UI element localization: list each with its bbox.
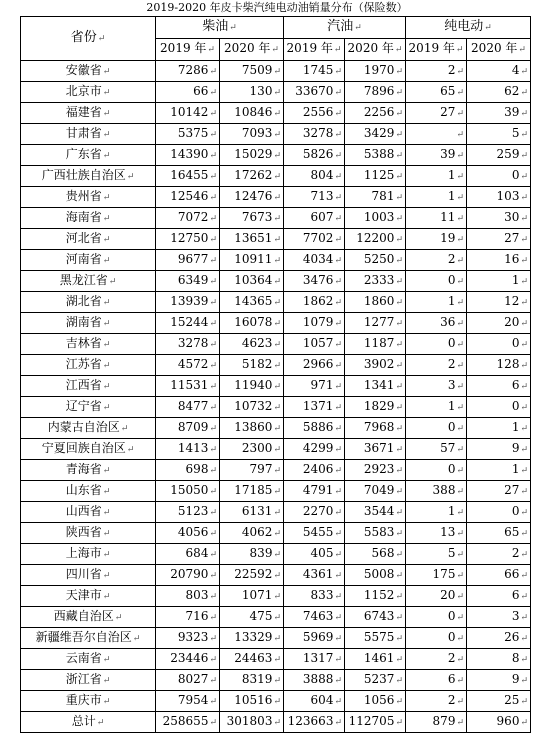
table-body xyxy=(21,61,531,733)
value-cell: 10846↵ xyxy=(220,103,284,124)
value-cell: 5237↵ xyxy=(345,670,406,691)
province-cell: 陕西省↵ xyxy=(21,523,156,544)
value-cell: 1↵ xyxy=(406,502,467,523)
value-cell: 5826↵ xyxy=(284,145,345,166)
value-cell: 7072↵ xyxy=(156,208,220,229)
value-cell: 258655↵ xyxy=(156,712,220,733)
value-cell: 26↵ xyxy=(467,628,531,649)
value-cell: 13860↵ xyxy=(220,418,284,439)
value-cell: 5182↵ xyxy=(220,355,284,376)
province-cell: 广西壮族自治区↵ xyxy=(21,166,156,187)
value-cell: 3278↵ xyxy=(284,124,345,145)
value-cell: 0↵ xyxy=(406,418,467,439)
header-year: 2020 年↵ xyxy=(467,39,531,61)
value-cell: 5388↵ xyxy=(345,145,406,166)
province-cell: 浙江省↵ xyxy=(21,670,156,691)
value-cell: 9677↵ xyxy=(156,250,220,271)
header-province: 省份↵ xyxy=(21,17,156,61)
value-cell: 6131↵ xyxy=(220,502,284,523)
value-cell: 12200↵ xyxy=(345,229,406,250)
table-row xyxy=(21,292,531,313)
value-cell: 12↵ xyxy=(467,292,531,313)
value-cell: 2333↵ xyxy=(345,271,406,292)
table-row xyxy=(21,439,531,460)
value-cell: 27↵ xyxy=(467,481,531,502)
value-cell: 3476↵ xyxy=(284,271,345,292)
value-cell: 15050↵ xyxy=(156,481,220,502)
value-cell: 5375↵ xyxy=(156,124,220,145)
value-cell: 1829↵ xyxy=(345,397,406,418)
value-cell: 4034↵ xyxy=(284,250,345,271)
value-cell: 20↵ xyxy=(467,313,531,334)
value-cell: 9323↵ xyxy=(156,628,220,649)
province-cell: 海南省↵ xyxy=(21,208,156,229)
value-cell: 4062↵ xyxy=(220,523,284,544)
value-cell: 2300↵ xyxy=(220,439,284,460)
value-cell: 388↵ xyxy=(406,481,467,502)
value-cell: 16↵ xyxy=(467,250,531,271)
header-group-electric: 纯电动↵ xyxy=(406,17,531,39)
value-cell: 11↵ xyxy=(406,208,467,229)
value-cell: 259↵ xyxy=(467,145,531,166)
value-cell: 7896↵ xyxy=(345,82,406,103)
value-cell: 103↵ xyxy=(467,187,531,208)
table-row xyxy=(21,376,531,397)
value-cell: 839↵ xyxy=(220,544,284,565)
table-row xyxy=(21,586,531,607)
value-cell: 8319↵ xyxy=(220,670,284,691)
table-row xyxy=(21,82,531,103)
value-cell: 2↵ xyxy=(406,250,467,271)
table-row xyxy=(21,670,531,691)
value-cell: 698↵ xyxy=(156,460,220,481)
province-cell: 黑龙江省↵ xyxy=(21,271,156,292)
value-cell: 7968↵ xyxy=(345,418,406,439)
value-cell: 13↵ xyxy=(406,523,467,544)
value-cell: 833↵ xyxy=(284,586,345,607)
value-cell: 12750↵ xyxy=(156,229,220,250)
value-cell: 3544↵ xyxy=(345,502,406,523)
value-cell: 6743↵ xyxy=(345,607,406,628)
table-row xyxy=(21,355,531,376)
province-cell: 北京市↵ xyxy=(21,82,156,103)
table-row xyxy=(21,628,531,649)
value-cell: 25↵ xyxy=(467,691,531,712)
value-cell: 7509↵ xyxy=(220,61,284,82)
value-cell: 2923↵ xyxy=(345,460,406,481)
header-year: 2020 年↵ xyxy=(345,39,406,61)
value-cell: 39↵ xyxy=(467,103,531,124)
value-cell: 4361↵ xyxy=(284,565,345,586)
table-row xyxy=(21,460,531,481)
value-cell: 14365↵ xyxy=(220,292,284,313)
value-cell: 1187↵ xyxy=(345,334,406,355)
value-cell: 23446↵ xyxy=(156,649,220,670)
value-cell: 20790↵ xyxy=(156,565,220,586)
province-cell: 吉林省↵ xyxy=(21,334,156,355)
value-cell: 175↵ xyxy=(406,565,467,586)
province-cell: 宁夏回族自治区↵ xyxy=(21,439,156,460)
value-cell: 19↵ xyxy=(406,229,467,250)
province-cell: 山东省↵ xyxy=(21,481,156,502)
value-cell: 5455↵ xyxy=(284,523,345,544)
value-cell: 6349↵ xyxy=(156,271,220,292)
table-row xyxy=(21,145,531,166)
value-cell: 128↵ xyxy=(467,355,531,376)
value-cell: 130↵ xyxy=(220,82,284,103)
value-cell: 1079↵ xyxy=(284,313,345,334)
value-cell: 15244↵ xyxy=(156,313,220,334)
table-row xyxy=(21,565,531,586)
value-cell: 10364↵ xyxy=(220,271,284,292)
value-cell: 0↵ xyxy=(406,460,467,481)
header-group-gasoline: 汽油↵ xyxy=(284,17,406,39)
value-cell: 16455↵ xyxy=(156,166,220,187)
value-cell: 5↵ xyxy=(467,124,531,145)
table-row xyxy=(21,712,531,733)
value-cell: 568↵ xyxy=(345,544,406,565)
value-cell: 405↵ xyxy=(284,544,345,565)
value-cell: 2556↵ xyxy=(284,103,345,124)
province-cell: 江苏省↵ xyxy=(21,355,156,376)
header-year: 2019 年↵ xyxy=(406,39,467,61)
table-title: 2019-2020 年皮卡柴汽纯电动油销量分布（保险数） xyxy=(146,1,408,14)
table-header xyxy=(21,17,531,61)
value-cell: 30↵ xyxy=(467,208,531,229)
value-cell: 475↵ xyxy=(220,607,284,628)
table-row xyxy=(21,166,531,187)
value-cell: 6↵ xyxy=(467,586,531,607)
value-cell: 0↵ xyxy=(406,271,467,292)
value-cell: 3671↵ xyxy=(345,439,406,460)
table-row xyxy=(21,313,531,334)
table-row xyxy=(21,691,531,712)
value-cell: 14390↵ xyxy=(156,145,220,166)
value-cell: 4056↵ xyxy=(156,523,220,544)
value-cell: 1125↵ xyxy=(345,166,406,187)
province-cell: 内蒙古自治区↵ xyxy=(21,418,156,439)
table-row xyxy=(21,607,531,628)
value-cell: 0↵ xyxy=(406,628,467,649)
province-cell: 新疆维吾尔自治区↵ xyxy=(21,628,156,649)
province-cell: 山西省↵ xyxy=(21,502,156,523)
value-cell: 0↵ xyxy=(467,334,531,355)
province-cell: 西藏自治区↵ xyxy=(21,607,156,628)
value-cell: 27↵ xyxy=(406,103,467,124)
value-cell: 0↵ xyxy=(467,397,531,418)
value-cell: 1↵ xyxy=(406,292,467,313)
header-year: 2019 年↵ xyxy=(284,39,345,61)
value-cell: 6↵ xyxy=(406,670,467,691)
province-cell: 上海市↵ xyxy=(21,544,156,565)
value-cell: 4791↵ xyxy=(284,481,345,502)
value-cell: 1↵ xyxy=(467,418,531,439)
province-cell: 四川省↵ xyxy=(21,565,156,586)
province-cell: 青海省↵ xyxy=(21,460,156,481)
value-cell: 3429↵ xyxy=(345,124,406,145)
value-cell: 5575↵ xyxy=(345,628,406,649)
value-cell: 5008↵ xyxy=(345,565,406,586)
value-cell: 24463↵ xyxy=(220,649,284,670)
value-cell: 12546↵ xyxy=(156,187,220,208)
province-cell: 天津市↵ xyxy=(21,586,156,607)
value-cell: 1↵ xyxy=(406,397,467,418)
table-row xyxy=(21,250,531,271)
value-cell: 20↵ xyxy=(406,586,467,607)
sales-table xyxy=(20,16,531,733)
value-cell: 62↵ xyxy=(467,82,531,103)
value-cell: 5250↵ xyxy=(345,250,406,271)
value-cell: 57↵ xyxy=(406,439,467,460)
value-cell: 10516↵ xyxy=(220,691,284,712)
value-cell: 8027↵ xyxy=(156,670,220,691)
value-cell: 7286↵ xyxy=(156,61,220,82)
value-cell: 66↵ xyxy=(467,565,531,586)
value-cell: 17185↵ xyxy=(220,481,284,502)
value-cell: 1745↵ xyxy=(284,61,345,82)
value-cell: 1071↵ xyxy=(220,586,284,607)
value-cell: 8↵ xyxy=(467,649,531,670)
value-cell: 9↵ xyxy=(467,439,531,460)
value-cell: 9↵ xyxy=(467,670,531,691)
value-cell: 971↵ xyxy=(284,376,345,397)
value-cell: 2↵ xyxy=(406,691,467,712)
value-cell: 879↵ xyxy=(406,712,467,733)
value-cell: 1277↵ xyxy=(345,313,406,334)
value-cell: 8709↵ xyxy=(156,418,220,439)
province-cell: 湖北省↵ xyxy=(21,292,156,313)
value-cell: 1152↵ xyxy=(345,586,406,607)
table-row xyxy=(21,124,531,145)
value-cell: 2406↵ xyxy=(284,460,345,481)
table-row xyxy=(21,334,531,355)
value-cell: 5↵ xyxy=(406,544,467,565)
value-cell: 1461↵ xyxy=(345,649,406,670)
value-cell: 39↵ xyxy=(406,145,467,166)
table-row xyxy=(21,271,531,292)
value-cell: 2↵ xyxy=(467,544,531,565)
value-cell: 2↵ xyxy=(406,355,467,376)
value-cell: ↵ xyxy=(406,124,467,145)
province-cell: 福建省↵ xyxy=(21,103,156,124)
table-row xyxy=(21,103,531,124)
table-row xyxy=(21,187,531,208)
value-cell: 13651↵ xyxy=(220,229,284,250)
value-cell: 1↵ xyxy=(406,187,467,208)
table-row xyxy=(21,649,531,670)
value-cell: 1970↵ xyxy=(345,61,406,82)
value-cell: 66↵ xyxy=(156,82,220,103)
value-cell: 2270↵ xyxy=(284,502,345,523)
value-cell: 3↵ xyxy=(467,607,531,628)
value-cell: 3902↵ xyxy=(345,355,406,376)
value-cell: 960↵ xyxy=(467,712,531,733)
value-cell: 803↵ xyxy=(156,586,220,607)
header-year: 2019 年↵ xyxy=(156,39,220,61)
value-cell: 1860↵ xyxy=(345,292,406,313)
value-cell: 10142↵ xyxy=(156,103,220,124)
value-cell: 33670↵ xyxy=(284,82,345,103)
value-cell: 1003↵ xyxy=(345,208,406,229)
value-cell: 1↵ xyxy=(467,271,531,292)
value-cell: 8477↵ xyxy=(156,397,220,418)
value-cell: 301803↵ xyxy=(220,712,284,733)
table-row xyxy=(21,502,531,523)
value-cell: 2↵ xyxy=(406,649,467,670)
value-cell: 5123↵ xyxy=(156,502,220,523)
value-cell: 7702↵ xyxy=(284,229,345,250)
value-cell: 7049↵ xyxy=(345,481,406,502)
value-cell: 36↵ xyxy=(406,313,467,334)
value-cell: 22592↵ xyxy=(220,565,284,586)
value-cell: 1057↵ xyxy=(284,334,345,355)
value-cell: 4623↵ xyxy=(220,334,284,355)
value-cell: 7954↵ xyxy=(156,691,220,712)
value-cell: 0↵ xyxy=(467,166,531,187)
value-cell: 797↵ xyxy=(220,460,284,481)
value-cell: 13329↵ xyxy=(220,628,284,649)
value-cell: 1413↵ xyxy=(156,439,220,460)
value-cell: 607↵ xyxy=(284,208,345,229)
value-cell: 13939↵ xyxy=(156,292,220,313)
value-cell: 7463↵ xyxy=(284,607,345,628)
province-cell: 安徽省↵ xyxy=(21,61,156,82)
value-cell: 1862↵ xyxy=(284,292,345,313)
value-cell: 4↵ xyxy=(467,61,531,82)
value-cell: 1↵ xyxy=(406,166,467,187)
value-cell: 5583↵ xyxy=(345,523,406,544)
value-cell: 65↵ xyxy=(467,523,531,544)
province-cell: 江西省↵ xyxy=(21,376,156,397)
table-row xyxy=(21,418,531,439)
value-cell: 65↵ xyxy=(406,82,467,103)
header-row-groups xyxy=(21,17,531,39)
value-cell: 5886↵ xyxy=(284,418,345,439)
value-cell: 2256↵ xyxy=(345,103,406,124)
value-cell: 11940↵ xyxy=(220,376,284,397)
value-cell: 0↵ xyxy=(467,502,531,523)
value-cell: 0↵ xyxy=(406,607,467,628)
province-cell: 辽宁省↵ xyxy=(21,397,156,418)
value-cell: 5969↵ xyxy=(284,628,345,649)
province-cell: 湖南省↵ xyxy=(21,313,156,334)
value-cell: 27↵ xyxy=(467,229,531,250)
province-cell: 云南省↵ xyxy=(21,649,156,670)
value-cell: 15029↵ xyxy=(220,145,284,166)
province-cell: 甘肃省↵ xyxy=(21,124,156,145)
value-cell: 804↵ xyxy=(284,166,345,187)
header-group-diesel: 柴油↵ xyxy=(156,17,284,39)
value-cell: 2↵ xyxy=(406,61,467,82)
province-cell: 河北省↵ xyxy=(21,229,156,250)
value-cell: 3888↵ xyxy=(284,670,345,691)
value-cell: 604↵ xyxy=(284,691,345,712)
value-cell: 16078↵ xyxy=(220,313,284,334)
value-cell: 1341↵ xyxy=(345,376,406,397)
province-cell: 贵州省↵ xyxy=(21,187,156,208)
value-cell: 17262↵ xyxy=(220,166,284,187)
value-cell: 10911↵ xyxy=(220,250,284,271)
value-cell: 7673↵ xyxy=(220,208,284,229)
province-cell: 河南省↵ xyxy=(21,250,156,271)
value-cell: 1↵ xyxy=(467,460,531,481)
province-cell: 总计↵ xyxy=(21,712,156,733)
table-row xyxy=(21,544,531,565)
value-cell: 2966↵ xyxy=(284,355,345,376)
value-cell: 123663↵ xyxy=(284,712,345,733)
province-cell: 广东省↵ xyxy=(21,145,156,166)
value-cell: 1056↵ xyxy=(345,691,406,712)
value-cell: 3↵ xyxy=(406,376,467,397)
table-row xyxy=(21,208,531,229)
value-cell: 7093↵ xyxy=(220,124,284,145)
value-cell: 4299↵ xyxy=(284,439,345,460)
value-cell: 11531↵ xyxy=(156,376,220,397)
table-row xyxy=(21,481,531,502)
value-cell: 3278↵ xyxy=(156,334,220,355)
table-row xyxy=(21,397,531,418)
header-year: 2020 年↵ xyxy=(220,39,284,61)
table-row xyxy=(21,61,531,82)
value-cell: 6↵ xyxy=(467,376,531,397)
value-cell: 781↵ xyxy=(345,187,406,208)
value-cell: 10732↵ xyxy=(220,397,284,418)
value-cell: 684↵ xyxy=(156,544,220,565)
value-cell: 1317↵ xyxy=(284,649,345,670)
value-cell: 713↵ xyxy=(284,187,345,208)
value-cell: 112705↵ xyxy=(345,712,406,733)
table-row xyxy=(21,523,531,544)
table-row xyxy=(21,229,531,250)
value-cell: 1371↵ xyxy=(284,397,345,418)
value-cell: 716↵ xyxy=(156,607,220,628)
value-cell: 4572↵ xyxy=(156,355,220,376)
value-cell: 0↵ xyxy=(406,334,467,355)
province-cell: 重庆市↵ xyxy=(21,691,156,712)
value-cell: 12476↵ xyxy=(220,187,284,208)
